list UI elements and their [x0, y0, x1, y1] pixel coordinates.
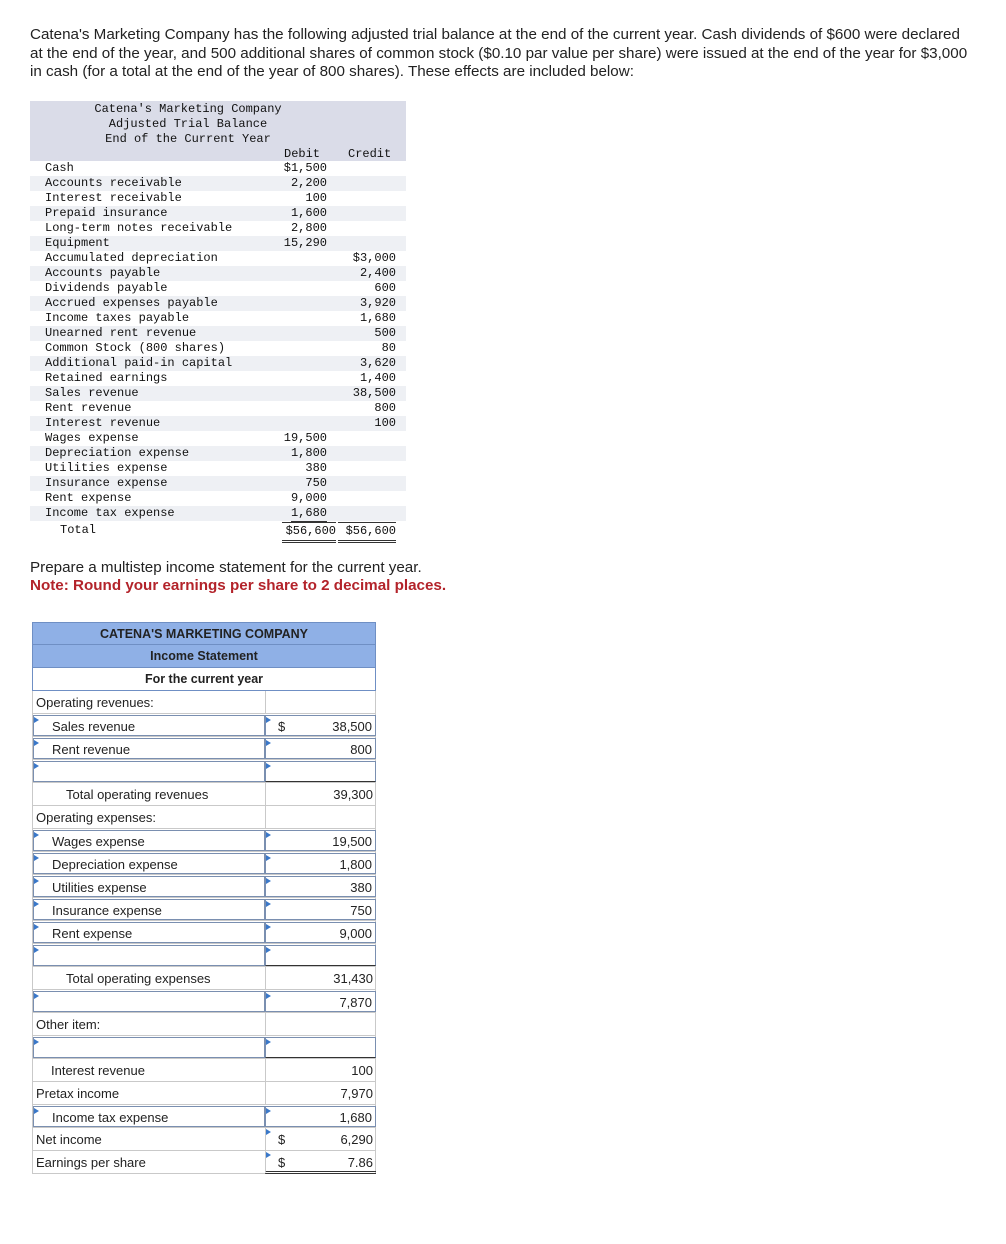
- row-label-text: Wages expense: [52, 834, 145, 849]
- input-flag-icon: [266, 763, 271, 769]
- row-label-text: Operating revenues:: [36, 695, 154, 710]
- is-row: [32, 990, 376, 1013]
- tb-account-name: Prepaid insurance: [45, 206, 168, 220]
- row-label: [33, 1151, 265, 1174]
- row-label-text: Rent revenue: [52, 742, 131, 757]
- row-label-text: Total operating revenues: [66, 787, 209, 802]
- tb-debit-value: 15,290: [283, 236, 327, 250]
- tb-row: [30, 461, 406, 476]
- dropdown-flag-icon: [34, 740, 39, 746]
- dropdown-flag-icon: [34, 832, 39, 838]
- is-row: [32, 714, 376, 737]
- tb-credit-value: 2,400: [359, 266, 396, 280]
- row-label: [33, 806, 265, 829]
- amount-value: 31,430: [333, 971, 373, 986]
- amount-value: 9,000: [339, 926, 372, 941]
- row-label: [33, 691, 265, 714]
- amount-input[interactable]: [265, 715, 376, 736]
- tb-debit-value: 9,000: [290, 491, 327, 505]
- trial-balance-table: [30, 101, 406, 539]
- amount-value: 38,500: [332, 719, 372, 734]
- tb-row: [30, 446, 406, 461]
- input-flag-icon: [266, 832, 271, 838]
- row-label-text: Pretax income: [36, 1086, 120, 1101]
- tb-account-name: Dividends payable: [45, 281, 168, 295]
- is-company-name: CATENA'S MARKETING COMPANY: [32, 622, 376, 645]
- row-label-text: Earnings per share: [36, 1155, 146, 1170]
- tb-account-name: Unearned rent revenue: [45, 326, 197, 340]
- rounding-note: Note: Round your earnings per share to 2 decimal places.: [30, 577, 447, 594]
- row-label-text: Depreciation expense: [52, 857, 178, 872]
- input-flag-icon: [266, 740, 271, 746]
- tb-row: [30, 266, 406, 281]
- is-row: [32, 760, 376, 783]
- tb-row: [30, 221, 406, 236]
- dropdown-flag-icon: [34, 1108, 39, 1114]
- amount-cell: [265, 691, 376, 714]
- dropdown-flag-icon: [34, 1039, 39, 1045]
- tb-row: [30, 476, 406, 491]
- amount-cell[interactable]: [265, 1128, 376, 1151]
- tb-credit-value: 100: [374, 416, 396, 430]
- account-dropdown[interactable]: [33, 991, 265, 1012]
- amount-value: 1,680: [339, 1110, 372, 1125]
- tb-row: [30, 401, 406, 416]
- tb-debit-header: Debit: [284, 147, 321, 161]
- tb-credit-value: 3,620: [359, 356, 396, 370]
- row-label-text: Operating expenses:: [36, 810, 156, 825]
- account-dropdown[interactable]: [33, 738, 265, 759]
- row-label-text: Sales revenue: [52, 719, 136, 734]
- input-flag-icon: [266, 1129, 271, 1135]
- amount-value: 7,970: [340, 1086, 373, 1101]
- tb-total-debit: $56,600: [282, 522, 336, 543]
- tb-account-name: Income taxes payable: [45, 311, 190, 325]
- tb-credit-value: 1,680: [359, 311, 396, 325]
- row-label: [33, 1013, 265, 1036]
- trial-balance-header: [30, 101, 406, 161]
- is-row: [32, 898, 376, 921]
- is-row: [32, 1105, 376, 1128]
- tb-account-name: Interest revenue: [45, 416, 161, 430]
- tb-account-name: Additional paid-in capital: [45, 356, 233, 370]
- amount-value: 39,300: [333, 787, 373, 802]
- amount-cell: [265, 1013, 376, 1036]
- is-row: [32, 806, 376, 829]
- dropdown-flag-icon: [34, 993, 39, 999]
- row-label-text: Other item:: [36, 1017, 101, 1032]
- row-label-text: Rent expense: [52, 926, 133, 941]
- input-flag-icon: [266, 717, 271, 723]
- tb-total-row: [30, 522, 406, 539]
- tb-credit-value: 600: [374, 281, 396, 295]
- tb-company-name: Catena's Marketing Company: [94, 102, 282, 116]
- amount-input[interactable]: [265, 853, 376, 874]
- tb-row: [30, 416, 406, 431]
- amount-input[interactable]: [265, 899, 376, 920]
- dropdown-flag-icon: [34, 947, 39, 953]
- tb-row: [30, 506, 406, 521]
- account-dropdown[interactable]: [33, 761, 265, 782]
- tb-debit-value: 1,800: [290, 446, 327, 460]
- tb-period: End of the Current Year: [105, 132, 271, 146]
- input-flag-icon: [266, 993, 271, 999]
- dropdown-flag-icon: [34, 763, 39, 769]
- tb-account-name: Wages expense: [45, 431, 139, 445]
- tb-row: [30, 296, 406, 311]
- account-dropdown[interactable]: [33, 876, 265, 897]
- amount-value: 800: [350, 742, 372, 757]
- tb-row: [30, 236, 406, 251]
- amount-value: 750: [350, 903, 372, 918]
- tb-credit-value: 80: [381, 341, 396, 355]
- tb-debit-value: 2,200: [290, 176, 327, 190]
- amount-input[interactable]: [265, 876, 376, 897]
- input-flag-icon: [266, 947, 271, 953]
- amount-input[interactable]: [265, 761, 376, 782]
- amount-value: 100: [351, 1063, 373, 1078]
- tb-account-name: Sales revenue: [45, 386, 139, 400]
- tb-account-name: Accounts payable: [45, 266, 161, 280]
- tb-account-name: Long-term notes receivable: [45, 221, 233, 235]
- tb-account-name: Rent expense: [45, 491, 132, 505]
- account-dropdown[interactable]: [33, 945, 265, 966]
- amount-value: 19,500: [332, 834, 372, 849]
- tb-row: [30, 191, 406, 206]
- amount-value: 7.86: [347, 1155, 373, 1170]
- tb-credit-value: $3,000: [352, 251, 396, 265]
- account-dropdown[interactable]: [33, 899, 265, 920]
- is-rows: [32, 691, 376, 1174]
- dropdown-flag-icon: [34, 924, 39, 930]
- tb-credit-value: 800: [374, 401, 396, 415]
- amount-cell[interactable]: [265, 1151, 376, 1174]
- row-label-text: Net income: [36, 1132, 102, 1147]
- account-dropdown[interactable]: [33, 715, 265, 736]
- amount-value: 1,800: [339, 857, 372, 872]
- input-flag-icon: [266, 1108, 271, 1114]
- account-dropdown[interactable]: [33, 1106, 265, 1127]
- dropdown-flag-icon: [34, 717, 39, 723]
- is-row: [32, 967, 376, 990]
- tb-credit-value: 38,500: [352, 386, 396, 400]
- prompt-text: Prepare a multistep income statement for the current year.: [30, 559, 422, 576]
- row-label: [33, 1059, 265, 1082]
- tb-row: [30, 311, 406, 326]
- account-dropdown[interactable]: [33, 853, 265, 874]
- tb-row: [30, 206, 406, 221]
- input-flag-icon: [266, 878, 271, 884]
- amount-input[interactable]: [265, 1037, 376, 1058]
- tb-debit-value: 1,680: [290, 506, 327, 520]
- dropdown-flag-icon: [34, 855, 39, 861]
- currency-symbol: $: [278, 719, 286, 734]
- tb-row: [30, 176, 406, 191]
- is-row: [32, 829, 376, 852]
- tb-debit-value: 100: [305, 191, 327, 205]
- is-row: [32, 944, 376, 967]
- tb-title: Adjusted Trial Balance: [108, 117, 268, 131]
- account-dropdown[interactable]: [33, 1037, 265, 1058]
- tb-credit-header: Credit: [348, 147, 392, 161]
- tb-account-name: Interest receivable: [45, 191, 182, 205]
- row-label-text: Insurance expense: [52, 903, 162, 918]
- tb-account-name: Rent revenue: [45, 401, 132, 415]
- tb-row: [30, 161, 406, 176]
- row-label-text: Total operating expenses: [66, 971, 211, 986]
- input-flag-icon: [266, 855, 271, 861]
- amount-cell: [265, 1082, 376, 1105]
- is-row: [32, 691, 376, 714]
- tb-row: [30, 431, 406, 446]
- input-flag-icon: [266, 901, 271, 907]
- amount-cell: [265, 1059, 376, 1082]
- tb-debit-value: 380: [305, 461, 327, 475]
- amount-input[interactable]: [265, 1106, 376, 1127]
- row-label: [33, 967, 265, 990]
- tb-account-name: Accounts receivable: [45, 176, 182, 190]
- tb-row: [30, 281, 406, 296]
- amount-cell: [265, 967, 376, 990]
- row-label-text: Interest revenue: [51, 1063, 145, 1078]
- is-row: [32, 1013, 376, 1036]
- is-row: [32, 852, 376, 875]
- problem-intro: Catena's Marketing Company has the following adjusted trial balance at the end of the current year. Cash dividends of $600 were declared at the end of the year, and 500 additional shares of common stock ($0.10 par value per share) were issued at the end of the year for $3,000 in cash (for a total at the end of the year of 800 shares). These effects are included below:: [30, 26, 968, 80]
- income-statement-worksheet: [32, 622, 376, 1174]
- is-row: [32, 783, 376, 806]
- is-title: Income Statement: [32, 645, 376, 668]
- input-flag-icon: [266, 1039, 271, 1045]
- is-row: [32, 1128, 376, 1151]
- input-flag-icon: [266, 924, 271, 930]
- account-dropdown[interactable]: [33, 922, 265, 943]
- amount-input[interactable]: [265, 945, 376, 966]
- tb-debit-value: 19,500: [283, 431, 327, 445]
- amount-value: 6,290: [340, 1132, 373, 1147]
- tb-debit-value: 1,600: [290, 206, 327, 220]
- is-row: [32, 737, 376, 760]
- tb-row: [30, 341, 406, 356]
- tb-row: [30, 356, 406, 371]
- tb-row: [30, 326, 406, 341]
- instructions: [30, 559, 446, 595]
- tb-credit-value: 3,920: [359, 296, 396, 310]
- tb-debit-value: 2,800: [290, 221, 327, 235]
- dropdown-flag-icon: [34, 878, 39, 884]
- amount-input[interactable]: [265, 991, 376, 1012]
- is-row: [32, 875, 376, 898]
- row-label: [33, 783, 265, 806]
- tb-debit-value: $1,500: [283, 161, 327, 175]
- is-row: [32, 1036, 376, 1059]
- tb-account-name: Insurance expense: [45, 476, 168, 490]
- tb-row: [30, 251, 406, 266]
- amount-cell: [265, 783, 376, 806]
- input-flag-icon: [266, 1152, 271, 1158]
- tb-account-name: Equipment: [45, 236, 110, 250]
- tb-credit-value: 1,400: [359, 371, 396, 385]
- tb-debit-value: 750: [305, 476, 327, 490]
- amount-input[interactable]: [265, 830, 376, 851]
- tb-row: [30, 371, 406, 386]
- amount-input[interactable]: [265, 738, 376, 759]
- dropdown-flag-icon: [34, 901, 39, 907]
- tb-account-name: Income tax expense: [45, 506, 175, 520]
- amount-value: 380: [350, 880, 372, 895]
- tb-row: [30, 491, 406, 506]
- row-label-text: Income tax expense: [52, 1110, 169, 1125]
- row-label: [33, 1128, 265, 1151]
- tb-row: [30, 386, 406, 401]
- is-row: [32, 1059, 376, 1082]
- tb-total-credit: $56,600: [338, 522, 396, 543]
- account-dropdown[interactable]: [33, 830, 265, 851]
- amount-input[interactable]: [265, 922, 376, 943]
- tb-account-name: Common Stock (800 shares): [45, 341, 226, 355]
- amount-cell: [265, 806, 376, 829]
- tb-account-name: Retained earnings: [45, 371, 168, 385]
- tb-account-name: Accrued expenses payable: [45, 296, 218, 310]
- tb-credit-value: 500: [374, 326, 396, 340]
- tb-total-label: Total: [60, 523, 97, 537]
- tb-account-name: Accumulated depreciation: [45, 251, 218, 265]
- currency-symbol: $: [278, 1132, 286, 1147]
- tb-account-name: Depreciation expense: [45, 446, 190, 460]
- is-row: [32, 921, 376, 944]
- tb-account-name: Utilities expense: [45, 461, 168, 475]
- tb-rows: [30, 161, 406, 521]
- is-row: [32, 1151, 376, 1174]
- row-label-text: Utilities expense: [52, 880, 147, 895]
- amount-value: 7,870: [339, 995, 372, 1010]
- row-label: [33, 1082, 265, 1105]
- tb-account-name: Cash: [45, 161, 74, 175]
- is-row: [32, 1082, 376, 1105]
- currency-symbol: $: [278, 1155, 286, 1170]
- is-period: For the current year: [32, 668, 376, 691]
